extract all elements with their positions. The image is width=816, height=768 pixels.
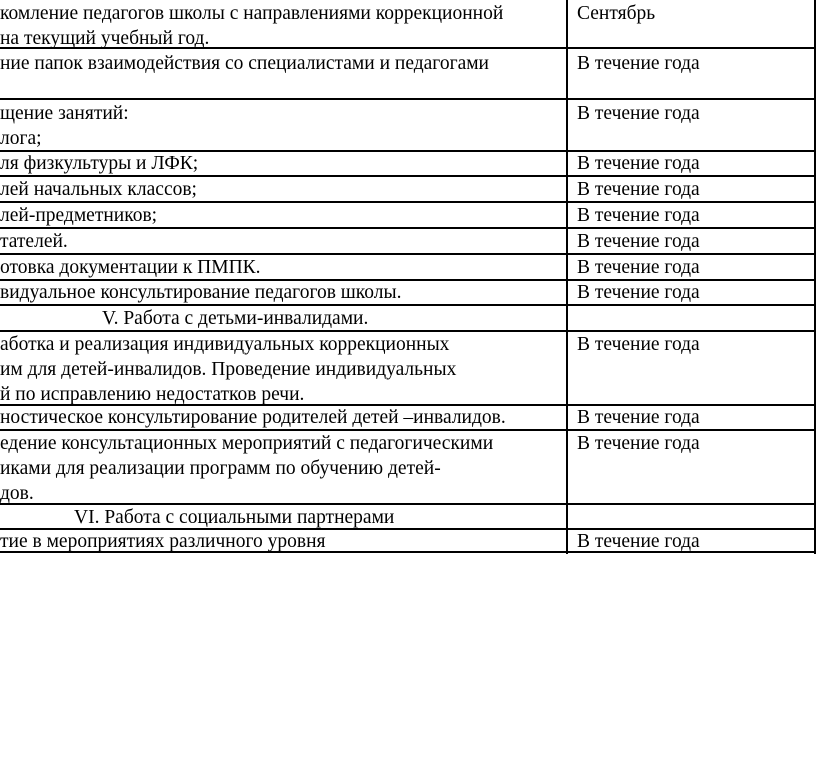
- activity-line: иками для реализации программ по обучению детей-: [0, 458, 441, 479]
- table-row-deadline: В течение года: [577, 53, 700, 74]
- activity-line: тателей.: [0, 231, 68, 252]
- section-heading: [102, 306, 368, 331]
- activity-line: видуальное консультирование педагогов школы.: [0, 282, 402, 303]
- activity-line: ля физкультуры и ЛФК;: [0, 153, 199, 174]
- table-row-deadline: В течение года: [577, 531, 700, 552]
- activity-line: лей начальных классов;: [0, 179, 197, 200]
- table-row-activity: [0, 431, 493, 506]
- table-row-activity: [0, 529, 325, 554]
- activity-line: отовка документации к ПМПК.: [0, 257, 261, 278]
- activity-line: щение занятий:: [0, 103, 129, 124]
- table-row-deadline: В течение года: [577, 334, 700, 355]
- table-row-activity: [0, 255, 261, 280]
- activity-line: аботка и реализация индивидуальных коррекционных: [0, 334, 450, 355]
- activity-line: дов.: [0, 483, 34, 504]
- table-row-activity: [0, 229, 68, 254]
- table-row-activity: [0, 51, 489, 76]
- table-row-deadline: В течение года: [577, 231, 700, 252]
- table-row-activity: [0, 280, 401, 305]
- column-divider: [566, 0, 568, 554]
- activity-line: едение консультационных мероприятий с педагогическими: [0, 433, 494, 454]
- table-row-deadline: В течение года: [577, 153, 700, 174]
- activity-line: лога;: [0, 128, 42, 149]
- activity-line: на текущий учебный год.: [0, 28, 210, 49]
- table-row-deadline: В течение года: [577, 257, 700, 278]
- table-row-activity: [0, 151, 198, 176]
- table-row-activity: [0, 101, 129, 151]
- activity-line: лей-предметников;: [0, 205, 158, 226]
- section-heading: [74, 505, 394, 530]
- table-row-activity: [0, 203, 157, 228]
- table-row-deadline: В течение года: [577, 205, 700, 226]
- section-heading-text: V. Работа с детьми-инвалидами.: [102, 308, 369, 329]
- table-row-deadline: В течение года: [577, 407, 700, 428]
- activity-line: й по исправлению недостатков речи.: [0, 384, 305, 405]
- table-row-deadline: В течение года: [577, 179, 700, 200]
- activity-line: им для детей-инвалидов. Проведение индивидуальных: [0, 359, 457, 380]
- activity-line: тие в мероприятиях различного уровня: [0, 531, 326, 552]
- activity-line: комление педагогов школы с направлениями коррекционной: [0, 3, 504, 24]
- section-heading-text: VI. Работа с социальными партнерами: [74, 507, 395, 528]
- table-row-activity: [0, 177, 197, 202]
- table-row-deadline: Сентябрь: [577, 3, 656, 24]
- table-row-activity: [0, 332, 456, 407]
- table-row-deadline: В течение года: [577, 282, 700, 303]
- table-row-deadline: В течение года: [577, 103, 700, 124]
- activity-line: ностическое консультирование родителей детей –инвалидов.: [0, 407, 506, 428]
- table-row-deadline: В течение года: [577, 433, 700, 454]
- activity-line: ние папок взаимодействия со специалистами и педагогами: [0, 53, 489, 74]
- table-row-activity: [0, 405, 506, 430]
- row-border: [0, 98, 816, 100]
- table-row-activity: [0, 1, 503, 51]
